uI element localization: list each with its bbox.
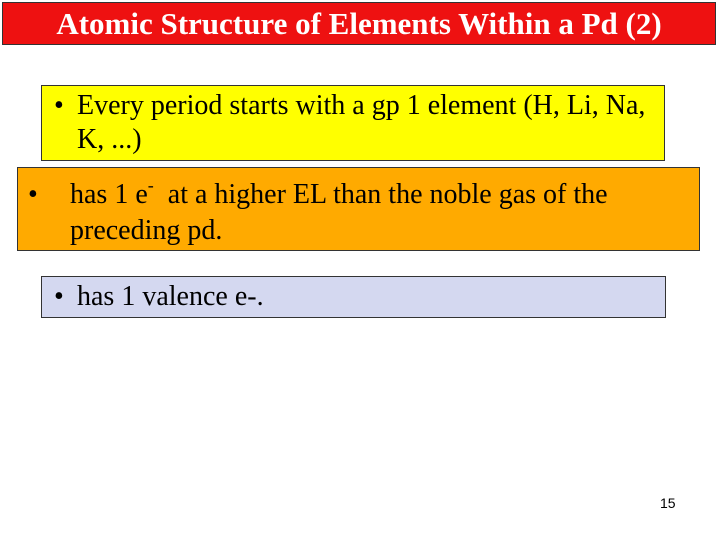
bullet-text-2-start: has 1 e <box>70 179 148 210</box>
slide-title: Atomic Structure of Elements Within a Pd (2) <box>56 5 662 41</box>
electron-charge-superscript: - <box>147 175 154 195</box>
bullet-text-1: Every period starts with a gp 1 element (H, Li, Na, K, ...) <box>77 90 646 155</box>
slide-title-bar <box>2 2 716 45</box>
bullet-box-1 <box>41 85 665 161</box>
bullet-marker: • <box>28 179 38 210</box>
page-number: 15 <box>660 495 676 511</box>
bullet-marker: • <box>54 90 64 121</box>
bullet-text-2 <box>70 175 700 248</box>
bullet-marker: • <box>54 281 64 312</box>
bullet-box-2 <box>17 167 700 251</box>
bullet-text-2-end: at a higher EL than the noble gas of the preceding pd. <box>70 179 615 246</box>
bullet-text-3: has 1 valence e-. <box>77 281 264 312</box>
bullet-box-3 <box>41 276 666 318</box>
